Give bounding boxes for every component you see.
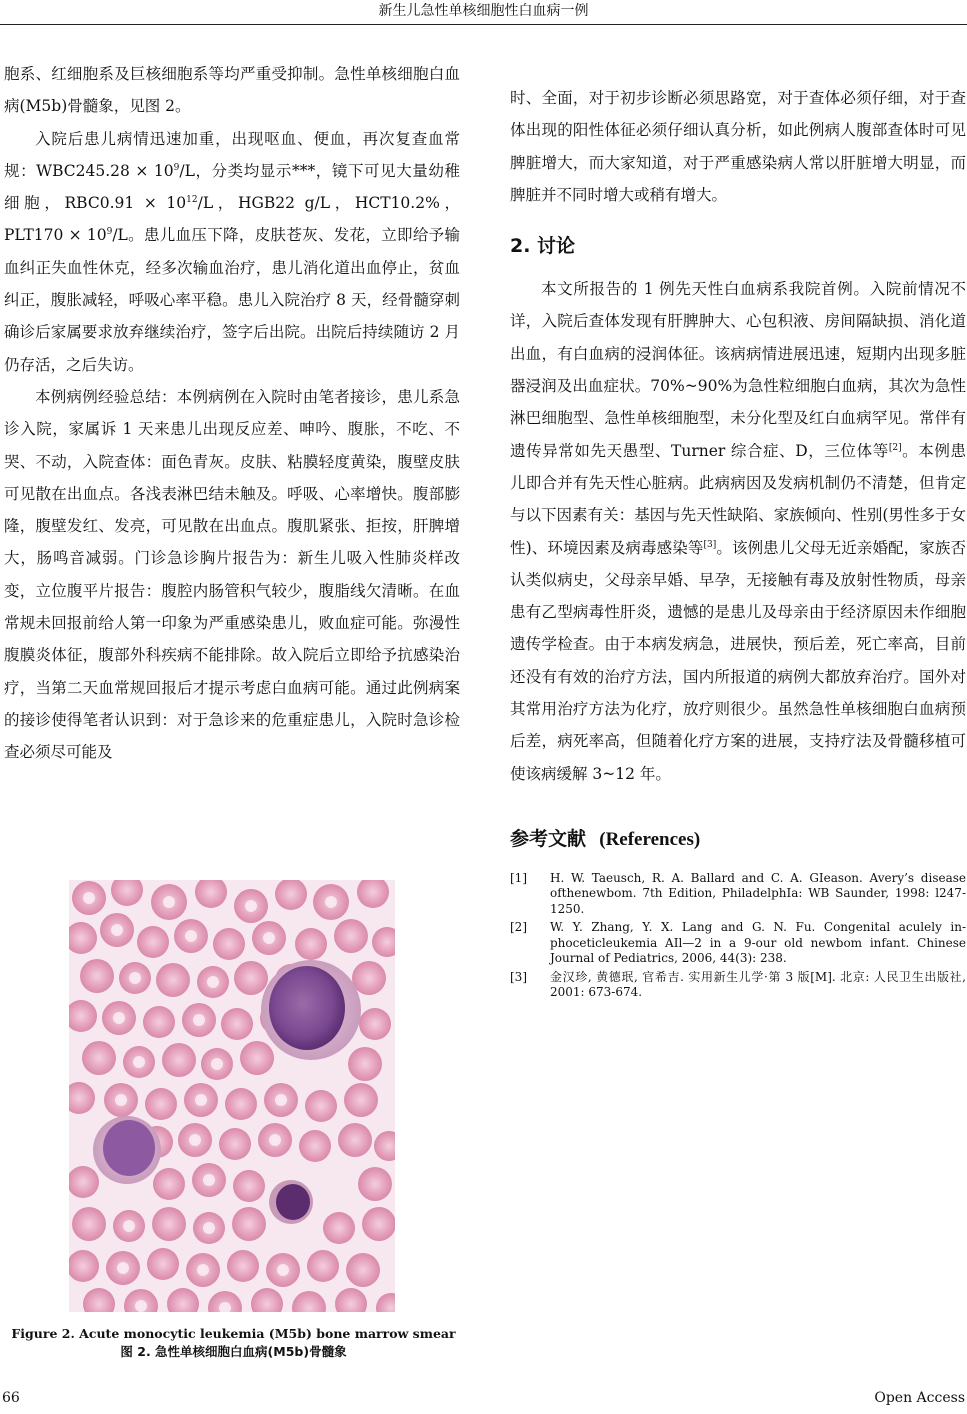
reference-item: [1] H. W. Taeusch, R. A. Ballard and C. A. GIeason. Avery’s disease ofthenewbom. 7th Edition, PhiladelphIa: WB Saunder, 1998: l247-1250. — [510, 870, 966, 916]
page-number: 66 — [2, 1390, 20, 1406]
left-paragraph-2: 入院后患儿病情迅速加重，出现呕血、便血，再次复查血常规：$WBC245.28 \times 10^9/L$，分类均显示***，镜下可见大量幼稚细胞，$RBC0.91 \times 10^{12}/L$，HGB22 g/L，HCT10.2%，$PLT170 \times 10^9/L$。患儿血压下降，皮肤苍灰、发花，立即给予输血纠正失血性休克，经多次输血治疗，患儿消化道出血停止，贫血纠正，腹胀减轻，呼吸心率平稳。患儿入院治疗 8 天，经骨髓穿刺确诊后家属要求放弃继续治疗，签字后出院。出院后持续随访 2 月仍存活，之后失访。 — [4, 129, 460, 374]
running-title: 新生儿急性单核细胞性白血病一例 — [378, 3, 589, 19]
right-column — [510, 82, 966, 1004]
figure-caption-zh: 图 2. 急性单核细胞白血病(M5b)骨髓象 — [120, 1344, 347, 1359]
left-paragraph-1: 胞系、红细胞系及巨核细胞系等均严重受抑制。急性单核细胞白血病(M5b)骨髓象，见图 2。 — [4, 65, 460, 116]
right-paragraph-1: 时、全面，对于初步诊断必须思路宽，对于查体必须仔细，对于查体出现的阳性体征必须仔细认真分析，如此例病人腹部查体时可见脾脏增大，而大家知道，对于严重感染病人常以肝脏增大明显，而脾脏并不同时增大或稍有增大。 — [510, 89, 966, 204]
left-paragraph-3: 本例病例经验总结：本例病例在入院时由笔者接诊，患儿系急诊入院，家属诉 1 天来患儿出现反应差、呻吟、腹胀，不吃、不哭、不动，入院查体：面色青灰。皮肤、粘膜轻度黄染，腹壁皮肤可见散在出血点。各浅表淋巴结未触及。呼吸、心率增快。腹部膨隆，腹壁发红、发亮，可见散在出血点。腹肌紧张、拒按，肝脾增大，肠鸣音减弱。门诊急诊胸片报告为：新生儿吸入性肺炎样改变，立位腹平片报告：腹腔内肠管积气较少，腹脂线欠清晰。在血常规未回报前给人第一印象为严重感染患儿，败血症可能。弥漫性腹膜炎体征，腹部外科疾病不能排除。故入院后立即给予抗感染治疗，当第二天血常规回报后才提示考虑白血病可能。通过此例病案的接诊使得笔者认识到：对于急诊来的危重症患儿，入院时急诊检查必须尽可能及 — [4, 387, 460, 762]
reference-item: [3] 金汉珍, 黄德珉, 官希吉. 实用新生儿学·第 3 版[M]. 北京: 人民卫生出版社, 2001: 673-674. — [510, 969, 966, 1000]
bone-marrow-smear-image — [69, 880, 395, 1312]
references-heading: 参考文献 (References) — [510, 827, 701, 850]
header-rule — [0, 24, 967, 25]
reference-item: [2] W. Y. Zhang, Y. X. Lang and G. N. Fu. Congenital aculely in-phoceticleukemia AIl—2 in a 9-our old newbom infant. Chinese Journal of Pediatrics, 2006, 44(3): 238. — [510, 920, 966, 966]
section-heading-discussion: 2. 讨论 — [510, 235, 576, 258]
left-column — [4, 58, 460, 769]
right-paragraph-2: 本文所报告的 1 例先天性白血病系我院首例。入院前情况不详，入院后查体发现有肝脾肿大、心包积液、房间隔缺损、消化道出血，有白血病的浸润体征。该病病情进展迅速，短期内出现多脏器浸润及出血症状。70%~90%为急性粒细胞白血病，其次为急性淋巴细胞型、急性单核细胞型，未分化型及红白血病罕见。常伴有遗传异常如先天愚型、Turner 综合症、D，三位体等[2]。本例患儿即合并有先天性心脏病。此病病因及发病机制仍不清楚，但肯定与以下因素有关：基因与先天性缺陷、家族倾向、性别(男性多于女性)、环境因素及病毒感染等[3]。该例患儿父母无近亲婚配，家族否认类似病史，父母亲早婚、早孕，无接触有毒及放射性物质，母亲患有乙型病毒性肝炎，遗憾的是患儿及母亲由于经济原因未作细胞遗传学检查。由于本病发病急，进展快，预后差，死亡率高，目前还没有有效的治疗方法，国内所报道的病例大都放弃治疗。国外对其常用治疗方法为化疗，放疗则很少。虽然急性单核细胞白血病预后差，病死率高，但随着化疗方案的进展，支持疗法及骨髓移植可使该病缓解 3~12 年。 — [510, 280, 966, 783]
figure-caption — [0, 1325, 467, 1361]
figure-caption-en: Figure 2. Acute monocytic leukemia (M5b) bone marrow smear — [11, 1326, 456, 1341]
open-access-label: Open Access — [874, 1390, 965, 1406]
